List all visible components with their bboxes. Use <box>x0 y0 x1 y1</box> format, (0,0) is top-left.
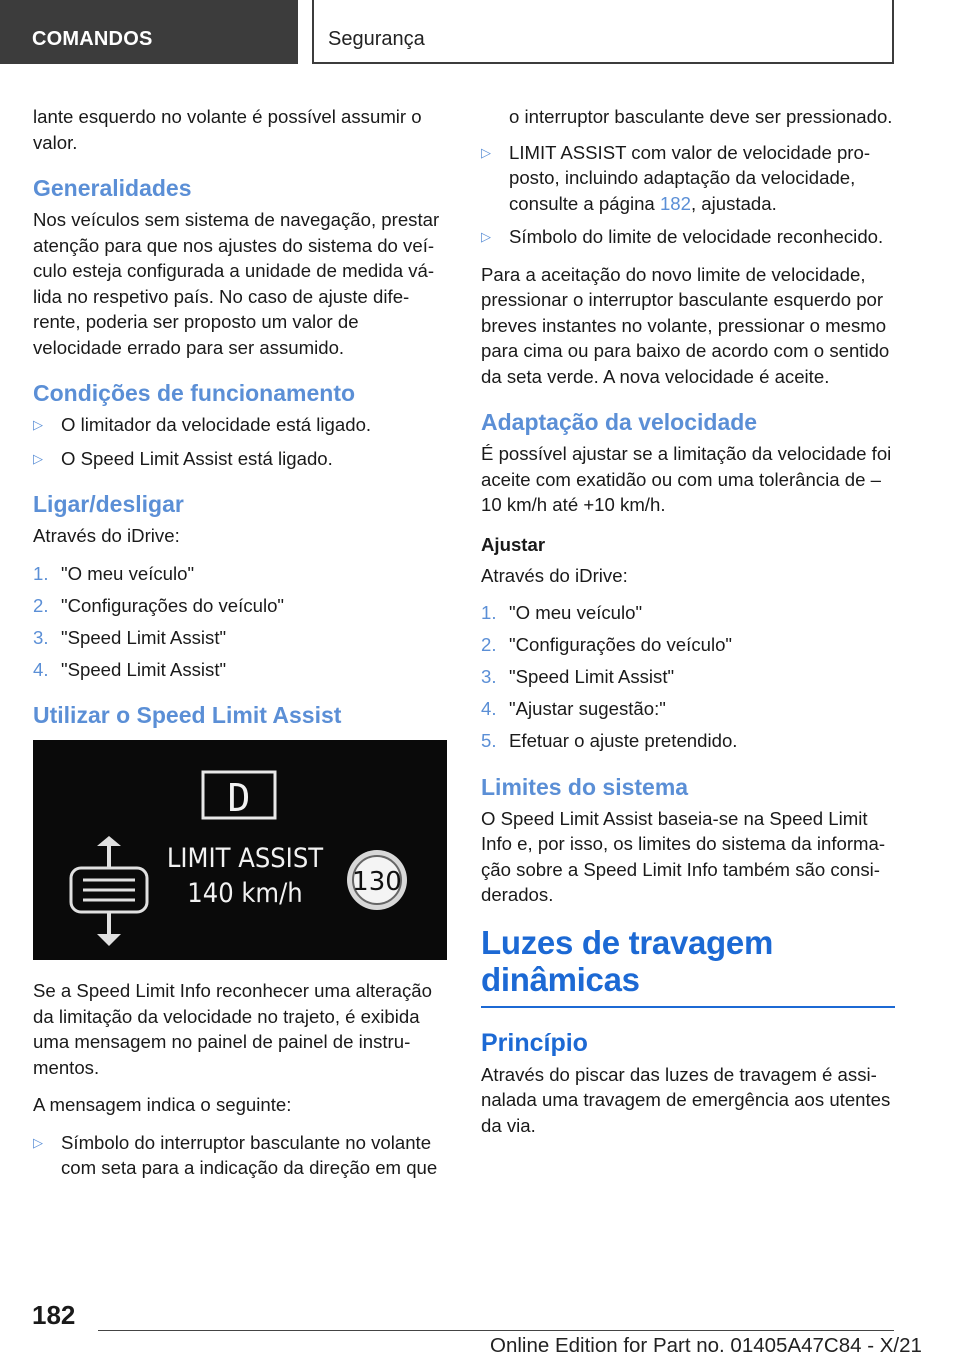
utilizar-text-2: A mensagem indica o seguinte: <box>33 1094 292 1115</box>
ajustar-intro: Através do iDrive: <box>481 564 628 586</box>
chapter-heading-luzes: Luzes de travagem dinâmicas <box>481 923 774 998</box>
footer-divider <box>98 1330 894 1331</box>
intro-paragraph: lante esquerdo no volante é possível assumir o valor. <box>33 106 422 153</box>
adaptacao-text: É possível ajustar se a limitação da velocidade foi aceite com exatidão ou com uma tolerância de – 10 km/h até +10 km/h. <box>481 443 892 515</box>
principio-text: Através do piscar das luzes de travagem é assinalada uma travagem de emergência aos utentes da via. <box>481 1063 891 1136</box>
speed-limit-sign-icon <box>347 850 407 910</box>
condicoes-list <box>33 412 447 471</box>
limit-speed-value: 140 km/h <box>187 878 303 909</box>
instrument-cluster-figure <box>33 740 447 960</box>
utilizar-text-1: Se a Speed Limit Info reconhecer uma alteração da limitação da velocidade no trajeto, é exibida uma mensagem no painel de painel de instrumentos. <box>33 980 432 1078</box>
heading-ajustar: Ajustar <box>481 533 546 555</box>
generalidades-text: Nos veículos sem sistema de navegação, prestar atenção para que nos ajustes do sistema do veículo esteja configurada a unidade de medida válida no respetivo país. No caso de ajuste diferente, poderia ser proposto um valor de velocidade errado para ser assumido. <box>33 209 440 358</box>
acceptance-text: Para a aceitação do novo limite de velocidade, pressionar o interruptor basculante esquerdo por breves instantes no volante, pressionar o mesmo para cima ou para baixo de acordo com o sentido da seta verde. A nova velocidade é aceite. <box>481 263 890 387</box>
message-list <box>481 140 895 250</box>
ajustar-steps <box>481 600 895 754</box>
gear-indicator: D <box>227 776 251 820</box>
heading-divider <box>481 1006 895 1008</box>
heading-ligar-desligar: Ligar/desligar <box>33 491 184 517</box>
list-item: ▷ O Speed Limit Assist está ligado. <box>33 446 447 472</box>
triangle-bullet-icon: ▷ <box>33 417 43 432</box>
list-item: 3. "Speed Limit Assist" <box>481 666 675 687</box>
triangle-bullet-icon: ▷ <box>33 450 43 466</box>
right-column <box>481 104 895 1150</box>
heading-utilizar: Utilizar o Speed Limit Assist <box>33 702 342 728</box>
page-number: 182 <box>32 1300 76 1330</box>
ligar-intro: Através do iDrive: <box>33 525 180 546</box>
heading-principio: Princípio <box>481 1028 588 1057</box>
heading-adaptacao: Adaptação da velocidade <box>481 409 758 435</box>
list-item: 2. "Configurações do veículo" <box>481 634 733 655</box>
utilizar-list <box>33 1130 447 1181</box>
edition-footer: Online Edition for Part no. 01405A47C84 - X/21 <box>490 1334 922 1357</box>
limites-text: O Speed Limit Assist baseia-se na Speed Limit Info e, por isso, os limites do sistema da informação sobre a Speed Limit Info também são considerados. <box>481 807 886 905</box>
list-item: 4. "Speed Limit Assist" <box>33 658 227 680</box>
section-tab <box>0 0 298 64</box>
triangle-bullet-icon: ▷ <box>481 144 491 160</box>
list-item: ▷ O limitador da velocidade está ligado. <box>33 412 447 438</box>
list-item: 3. "Speed Limit Assist" <box>33 626 227 648</box>
triangle-bullet-icon: ▷ <box>33 1134 43 1150</box>
rocker-switch-icon <box>71 836 147 946</box>
list-item: ▷ Símbolo do limite de velocidade reconhecido. <box>481 224 895 250</box>
list-item: 4. "Ajustar sugestão:" <box>481 698 666 719</box>
list-item: 2. "Configurações do veículo" <box>33 594 285 616</box>
chapter-label: Segurança <box>328 28 425 50</box>
ligar-steps <box>33 561 447 683</box>
continued-text: o interruptor basculante deve ser pressionado. <box>509 106 893 127</box>
triangle-bullet-icon: ▷ <box>481 229 491 244</box>
page-link[interactable]: 182 <box>659 192 691 214</box>
heading-generalidades: Generalidades <box>33 175 192 201</box>
chapter-tab <box>312 0 894 64</box>
list-item: 1. "O meu veículo" <box>481 602 643 623</box>
list-item: 5. Efetuar o ajuste pretendido. <box>481 730 738 751</box>
limit-assist-label: LIMIT ASSIST <box>166 843 324 874</box>
section-label: COMANDOS <box>32 28 153 50</box>
list-item: ▷ Símbolo do interruptor basculante no volante com seta para a indicação da direção em que <box>33 1131 438 1178</box>
heading-limites: Limites do sistema <box>481 773 689 800</box>
list-item: ▷ LIMIT ASSIST com valor de velocidade proposto, incluindo adaptação da velocidade, consulte a página 182, ajustada. <box>481 141 871 214</box>
left-column <box>33 104 447 1193</box>
list-item: 1. "O meu veículo" <box>33 562 195 584</box>
heading-condicoes: Condições de funcionamento <box>33 380 356 406</box>
speed-limit-sign-value: 130 <box>352 867 402 897</box>
